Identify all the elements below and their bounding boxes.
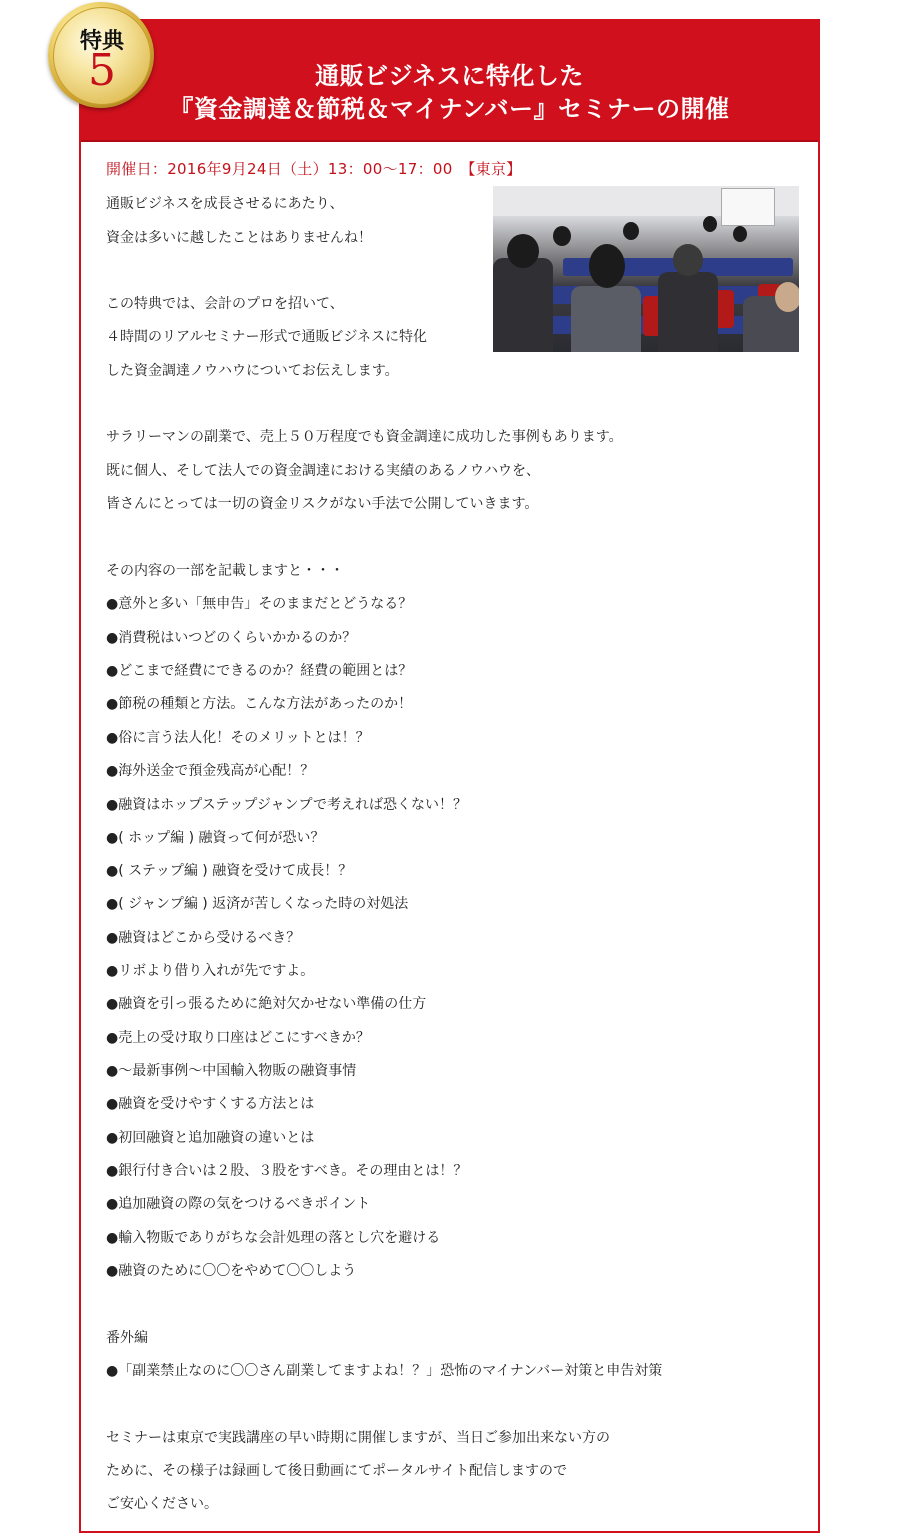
list-item: ●海外送金で預金残高が心配！？ [106, 763, 315, 779]
paragraph2-line-1: サラリーマンの副業で、売上５０万程度でも資金調達に成功した事例もあります。 [106, 429, 623, 445]
list-item: ●俗に言う法人化！そのメリットとは！？ [106, 730, 370, 746]
bonus-badge [48, 2, 154, 108]
list-intro: その内容の一部を記載しますと・・・ [106, 563, 344, 579]
list-item: ●どこまで経費にできるのか？経費の範囲とは？ [106, 663, 413, 679]
event-date: 開催日：2016年9月24日（土）13：00〜17：00 【東京】 [106, 160, 522, 178]
list-item: ●初回融資と追加融資の違いとは [106, 1130, 315, 1146]
intro-line-2: 資金は多いに越したことはありませんね！ [106, 230, 372, 246]
badge-number: 5 [88, 45, 116, 96]
closing-line-3: ご安心ください。 [106, 1496, 218, 1512]
title-line-1: 通販ビジネスに特化した [315, 62, 584, 90]
list-item: ●追加融資の際の気をつけるべきポイント [106, 1196, 371, 1212]
extra-heading: 番外編 [106, 1330, 148, 1346]
list-item: ●〜最新事例〜中国輸入物販の融資事情 [106, 1063, 357, 1079]
list-item: ●( ホップ編 ) 融資って何が恐い？ [106, 830, 325, 846]
extra-item: ●「副業禁止なのに〇〇さん副業してますよね！？」恐怖のマイナンバー対策と申告対策 [106, 1363, 663, 1379]
header-banner [81, 21, 818, 142]
list-item: ●意外と多い「無申告」そのままだとどうなる？ [106, 596, 413, 612]
list-item: ●融資はホップステップジャンプで考えれば恐くない！？ [106, 797, 467, 813]
intro-line-1: 通販ビジネスを成長させるにあたり、 [106, 196, 344, 212]
list-item: ●融資を受けやすくする方法とは [106, 1096, 315, 1112]
closing-line-1: セミナーは東京で実践講座の早い時期に開催しますが、当日ご参加出来ない方の [106, 1430, 610, 1446]
list-item: ●銀行付き合いは２股、３股をすべき。その理由とは！？ [106, 1163, 468, 1179]
closing-line-2: ために、その様子は録画して後日動画にてポータルサイト配信しますので [106, 1463, 568, 1479]
intro-line-5: した資金調達ノウハウについてお伝えします。 [106, 363, 399, 379]
badge-label: 特典 [79, 29, 124, 54]
list-item: ●融資はどこから受けるべき？ [106, 930, 301, 946]
intro-line-3: この特典では、会計のプロを招いて、 [106, 296, 344, 312]
paragraph2-line-2: 既に個人、そして法人での資金調達における実績のあるノウハウを、 [106, 463, 540, 479]
seminar-photo [493, 186, 799, 352]
list-item: ●リボより借り入れが先ですよ。 [106, 963, 315, 979]
badge-medal-icon [53, 7, 151, 105]
list-item: ●融資を引っ張るために絶対欠かせない準備の仕方 [106, 996, 427, 1012]
list-item: ●節税の種類と方法。こんな方法があったのか！ [106, 696, 413, 712]
list-item: ●融資のために〇〇をやめて〇〇しよう [106, 1263, 357, 1279]
list-item: ●消費税はいつどのくらいかかるのか？ [106, 630, 357, 646]
list-item: ●売上の受け取り口座はどこにすべきか？ [106, 1030, 370, 1046]
list-item: ●輸入物販でありがちな会計処理の落とし穴を避ける [106, 1230, 441, 1246]
title-line-2: 『資金調達＆節税＆マイナンバー』セミナーの開催 [169, 95, 730, 123]
list-item: ●( ステップ編 ) 融資を受けて成長！？ [106, 863, 353, 879]
intro-line-4: ４時間のリアルセミナー形式で通販ビジネスに特化 [106, 329, 428, 345]
list-item: ●( ジャンプ編 ) 返済が苦しくなった時の対処法 [106, 896, 409, 912]
paragraph2-line-3: 皆さんにとっては一切の資金リスクがない手法で公開していきます。 [106, 496, 539, 512]
